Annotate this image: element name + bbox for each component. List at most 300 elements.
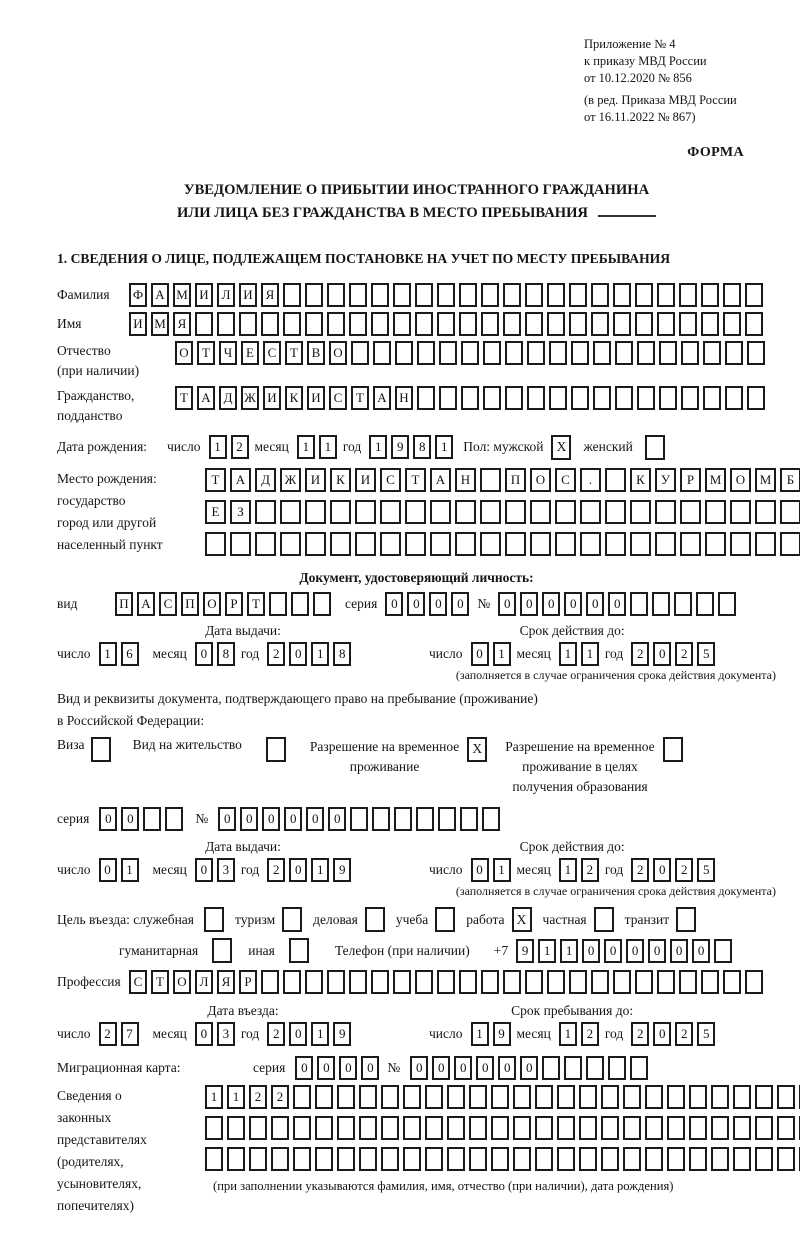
char-cell[interactable] — [657, 970, 675, 994]
char-cell[interactable] — [564, 1056, 582, 1080]
char-cell[interactable] — [730, 500, 751, 524]
char-cell[interactable] — [777, 1147, 795, 1171]
char-cell[interactable] — [280, 500, 301, 524]
residence-permit-checkbox[interactable] — [266, 737, 286, 762]
char-cell[interactable] — [469, 1116, 487, 1140]
char-cell[interactable]: 0 — [295, 1056, 313, 1080]
char-cell[interactable] — [605, 468, 626, 492]
char-cell[interactable] — [681, 386, 699, 410]
char-cell[interactable] — [657, 312, 675, 336]
char-cell[interactable] — [305, 970, 323, 994]
char-cell[interactable] — [703, 386, 721, 410]
char-cell[interactable] — [535, 1116, 553, 1140]
char-cell[interactable]: Т — [197, 341, 215, 365]
purpose-other-checkbox[interactable] — [289, 938, 309, 963]
char-cell[interactable] — [755, 1085, 773, 1109]
char-cell[interactable] — [315, 1147, 333, 1171]
char-cell[interactable] — [513, 1147, 531, 1171]
char-cell[interactable] — [630, 500, 651, 524]
char-cell[interactable] — [249, 1116, 267, 1140]
char-cell[interactable]: 5 — [697, 642, 715, 666]
char-cell[interactable] — [637, 341, 655, 365]
char-cell[interactable] — [505, 532, 526, 556]
char-cell[interactable]: П — [115, 592, 133, 616]
char-cell[interactable] — [657, 283, 675, 307]
char-cell[interactable] — [549, 386, 567, 410]
char-cell[interactable]: 2 — [631, 858, 649, 882]
char-cell[interactable]: 0 — [451, 592, 469, 616]
char-cell[interactable] — [143, 807, 161, 831]
char-cell[interactable] — [605, 500, 626, 524]
char-cell[interactable] — [349, 970, 367, 994]
char-cell[interactable] — [461, 386, 479, 410]
char-cell[interactable] — [327, 970, 345, 994]
char-cell[interactable] — [359, 1147, 377, 1171]
char-cell[interactable] — [579, 1147, 597, 1171]
char-cell[interactable] — [205, 1116, 223, 1140]
char-cell[interactable] — [239, 312, 257, 336]
char-cell[interactable]: О — [173, 970, 191, 994]
purpose-humanitarian-checkbox[interactable] — [212, 938, 232, 963]
char-cell[interactable]: 0 — [454, 1056, 472, 1080]
char-cell[interactable] — [645, 1085, 663, 1109]
char-cell[interactable] — [569, 970, 587, 994]
char-cell[interactable]: 1 — [493, 642, 511, 666]
char-cell[interactable] — [460, 807, 478, 831]
char-cell[interactable] — [417, 386, 435, 410]
char-cell[interactable] — [271, 1147, 289, 1171]
char-cell[interactable] — [447, 1116, 465, 1140]
char-cell[interactable] — [745, 283, 763, 307]
char-cell[interactable] — [645, 1147, 663, 1171]
char-cell[interactable] — [405, 532, 426, 556]
char-cell[interactable] — [601, 1147, 619, 1171]
char-cell[interactable]: 0 — [582, 939, 600, 963]
char-cell[interactable]: С — [263, 341, 281, 365]
char-cell[interactable]: 0 — [289, 642, 307, 666]
char-cell[interactable]: 0 — [284, 807, 302, 831]
char-cell[interactable] — [525, 970, 543, 994]
char-cell[interactable] — [461, 341, 479, 365]
char-cell[interactable] — [613, 283, 631, 307]
char-cell[interactable] — [571, 341, 589, 365]
char-cell[interactable] — [705, 532, 726, 556]
char-cell[interactable]: 2 — [631, 1022, 649, 1046]
char-cell[interactable]: 2 — [631, 642, 649, 666]
char-cell[interactable]: 7 — [121, 1022, 139, 1046]
visa-checkbox[interactable] — [91, 737, 111, 762]
char-cell[interactable]: 2 — [99, 1022, 117, 1046]
char-cell[interactable] — [655, 500, 676, 524]
char-cell[interactable] — [701, 312, 719, 336]
char-cell[interactable] — [395, 341, 413, 365]
char-cell[interactable] — [261, 312, 279, 336]
char-cell[interactable]: Т — [247, 592, 265, 616]
char-cell[interactable] — [415, 283, 433, 307]
char-cell[interactable] — [269, 592, 287, 616]
char-cell[interactable] — [579, 1116, 597, 1140]
purpose-tourism-checkbox[interactable] — [282, 907, 302, 932]
char-cell[interactable] — [755, 500, 776, 524]
char-cell[interactable] — [667, 1085, 685, 1109]
char-cell[interactable] — [227, 1116, 245, 1140]
char-cell[interactable]: К — [630, 468, 651, 492]
char-cell[interactable] — [723, 283, 741, 307]
char-cell[interactable] — [315, 1116, 333, 1140]
char-cell[interactable]: 0 — [195, 1022, 213, 1046]
char-cell[interactable] — [350, 807, 368, 831]
char-cell[interactable]: Р — [225, 592, 243, 616]
char-cell[interactable] — [439, 386, 457, 410]
char-cell[interactable] — [714, 939, 732, 963]
char-cell[interactable] — [315, 1085, 333, 1109]
char-cell[interactable]: 0 — [542, 592, 560, 616]
char-cell[interactable]: С — [329, 386, 347, 410]
char-cell[interactable] — [525, 283, 543, 307]
char-cell[interactable] — [747, 386, 765, 410]
char-cell[interactable] — [430, 532, 451, 556]
char-cell[interactable] — [593, 386, 611, 410]
char-cell[interactable]: М — [755, 468, 776, 492]
char-cell[interactable]: З — [230, 500, 251, 524]
char-cell[interactable]: 0 — [410, 1056, 428, 1080]
char-cell[interactable] — [733, 1085, 751, 1109]
char-cell[interactable]: Б — [780, 468, 800, 492]
char-cell[interactable]: 1 — [227, 1085, 245, 1109]
char-cell[interactable]: 8 — [333, 642, 351, 666]
char-cell[interactable]: П — [505, 468, 526, 492]
char-cell[interactable] — [630, 1056, 648, 1080]
char-cell[interactable] — [217, 312, 235, 336]
char-cell[interactable] — [403, 1085, 421, 1109]
char-cell[interactable] — [447, 1085, 465, 1109]
char-cell[interactable] — [674, 592, 692, 616]
char-cell[interactable] — [605, 532, 626, 556]
char-cell[interactable]: 9 — [516, 939, 534, 963]
char-cell[interactable] — [547, 970, 565, 994]
char-cell[interactable] — [491, 1147, 509, 1171]
char-cell[interactable] — [725, 341, 743, 365]
char-cell[interactable]: Я — [173, 312, 191, 336]
char-cell[interactable] — [380, 500, 401, 524]
char-cell[interactable] — [615, 341, 633, 365]
char-cell[interactable]: 3 — [217, 1022, 235, 1046]
char-cell[interactable]: 1 — [319, 435, 337, 459]
char-cell[interactable]: 1 — [205, 1085, 223, 1109]
char-cell[interactable] — [327, 312, 345, 336]
char-cell[interactable]: 0 — [520, 592, 538, 616]
char-cell[interactable]: 0 — [339, 1056, 357, 1080]
char-cell[interactable] — [417, 341, 435, 365]
char-cell[interactable] — [283, 970, 301, 994]
char-cell[interactable]: 8 — [413, 435, 431, 459]
char-cell[interactable]: 0 — [564, 592, 582, 616]
char-cell[interactable]: 1 — [560, 939, 578, 963]
purpose-official-checkbox[interactable] — [204, 907, 224, 932]
char-cell[interactable] — [555, 500, 576, 524]
char-cell[interactable]: 2 — [231, 435, 249, 459]
char-cell[interactable] — [547, 283, 565, 307]
char-cell[interactable] — [569, 312, 587, 336]
char-cell[interactable] — [305, 532, 326, 556]
char-cell[interactable] — [291, 592, 309, 616]
char-cell[interactable] — [580, 500, 601, 524]
char-cell[interactable] — [439, 341, 457, 365]
char-cell[interactable] — [780, 500, 800, 524]
char-cell[interactable]: 1 — [493, 858, 511, 882]
char-cell[interactable] — [580, 532, 601, 556]
char-cell[interactable] — [755, 532, 776, 556]
char-cell[interactable]: 1 — [311, 1022, 329, 1046]
char-cell[interactable] — [280, 532, 301, 556]
char-cell[interactable] — [780, 532, 800, 556]
char-cell[interactable] — [430, 500, 451, 524]
char-cell[interactable]: 0 — [471, 642, 489, 666]
char-cell[interactable] — [455, 532, 476, 556]
char-cell[interactable]: 0 — [692, 939, 710, 963]
char-cell[interactable]: 1 — [209, 435, 227, 459]
char-cell[interactable] — [733, 1147, 751, 1171]
char-cell[interactable] — [480, 500, 501, 524]
char-cell[interactable] — [305, 283, 323, 307]
char-cell[interactable] — [679, 312, 697, 336]
char-cell[interactable]: У — [655, 468, 676, 492]
char-cell[interactable]: 0 — [289, 1022, 307, 1046]
char-cell[interactable]: А — [373, 386, 391, 410]
char-cell[interactable] — [680, 500, 701, 524]
char-cell[interactable]: 0 — [498, 592, 516, 616]
purpose-transit-checkbox[interactable] — [676, 907, 696, 932]
char-cell[interactable] — [601, 1116, 619, 1140]
char-cell[interactable]: О — [530, 468, 551, 492]
char-cell[interactable] — [655, 532, 676, 556]
char-cell[interactable]: 0 — [608, 592, 626, 616]
char-cell[interactable]: 1 — [559, 858, 577, 882]
char-cell[interactable] — [755, 1147, 773, 1171]
char-cell[interactable]: 0 — [653, 642, 671, 666]
char-cell[interactable] — [608, 1056, 626, 1080]
char-cell[interactable]: О — [203, 592, 221, 616]
char-cell[interactable]: 2 — [675, 1022, 693, 1046]
char-cell[interactable] — [723, 970, 741, 994]
char-cell[interactable] — [337, 1116, 355, 1140]
char-cell[interactable] — [711, 1085, 729, 1109]
char-cell[interactable] — [381, 1085, 399, 1109]
char-cell[interactable]: Е — [205, 500, 226, 524]
char-cell[interactable] — [723, 312, 741, 336]
char-cell[interactable]: 0 — [361, 1056, 379, 1080]
char-cell[interactable]: 3 — [217, 858, 235, 882]
char-cell[interactable] — [415, 312, 433, 336]
char-cell[interactable] — [255, 500, 276, 524]
char-cell[interactable] — [530, 500, 551, 524]
char-cell[interactable] — [635, 312, 653, 336]
char-cell[interactable] — [505, 341, 523, 365]
char-cell[interactable] — [393, 283, 411, 307]
char-cell[interactable]: 9 — [493, 1022, 511, 1046]
char-cell[interactable] — [330, 532, 351, 556]
char-cell[interactable] — [659, 386, 677, 410]
char-cell[interactable]: 2 — [249, 1085, 267, 1109]
char-cell[interactable]: 2 — [675, 642, 693, 666]
char-cell[interactable] — [635, 970, 653, 994]
char-cell[interactable] — [659, 341, 677, 365]
char-cell[interactable] — [351, 341, 369, 365]
char-cell[interactable] — [549, 341, 567, 365]
char-cell[interactable] — [637, 386, 655, 410]
char-cell[interactable] — [293, 1147, 311, 1171]
char-cell[interactable]: Я — [217, 970, 235, 994]
char-cell[interactable] — [681, 341, 699, 365]
char-cell[interactable] — [359, 1116, 377, 1140]
char-cell[interactable]: М — [173, 283, 191, 307]
char-cell[interactable]: И — [195, 283, 213, 307]
char-cell[interactable] — [482, 807, 500, 831]
char-cell[interactable]: 2 — [267, 642, 285, 666]
char-cell[interactable] — [480, 468, 501, 492]
char-cell[interactable]: А — [430, 468, 451, 492]
char-cell[interactable]: 2 — [581, 858, 599, 882]
char-cell[interactable] — [355, 500, 376, 524]
char-cell[interactable]: А — [197, 386, 215, 410]
char-cell[interactable] — [557, 1147, 575, 1171]
char-cell[interactable]: 2 — [267, 858, 285, 882]
char-cell[interactable] — [349, 283, 367, 307]
char-cell[interactable]: Т — [175, 386, 193, 410]
char-cell[interactable]: Ф — [129, 283, 147, 307]
char-cell[interactable] — [283, 283, 301, 307]
char-cell[interactable]: 6 — [121, 642, 139, 666]
char-cell[interactable]: Л — [195, 970, 213, 994]
char-cell[interactable] — [330, 500, 351, 524]
char-cell[interactable]: Л — [217, 283, 235, 307]
char-cell[interactable]: Ж — [280, 468, 301, 492]
char-cell[interactable]: 1 — [369, 435, 387, 459]
char-cell[interactable] — [447, 1147, 465, 1171]
char-cell[interactable] — [535, 1147, 553, 1171]
char-cell[interactable]: 1 — [471, 1022, 489, 1046]
char-cell[interactable]: 0 — [407, 592, 425, 616]
char-cell[interactable] — [725, 386, 743, 410]
char-cell[interactable] — [416, 807, 434, 831]
char-cell[interactable] — [394, 807, 412, 831]
char-cell[interactable]: . — [580, 468, 601, 492]
char-cell[interactable] — [283, 312, 301, 336]
char-cell[interactable]: 0 — [471, 858, 489, 882]
char-cell[interactable]: Ч — [219, 341, 237, 365]
char-cell[interactable] — [701, 283, 719, 307]
char-cell[interactable]: 2 — [581, 1022, 599, 1046]
char-cell[interactable] — [557, 1085, 575, 1109]
char-cell[interactable] — [381, 1116, 399, 1140]
char-cell[interactable] — [313, 592, 331, 616]
char-cell[interactable]: А — [137, 592, 155, 616]
char-cell[interactable]: И — [263, 386, 281, 410]
char-cell[interactable]: 9 — [391, 435, 409, 459]
char-cell[interactable] — [373, 341, 391, 365]
char-cell[interactable] — [513, 1116, 531, 1140]
char-cell[interactable]: И — [129, 312, 147, 336]
char-cell[interactable] — [718, 592, 736, 616]
char-cell[interactable] — [593, 341, 611, 365]
char-cell[interactable] — [205, 532, 226, 556]
char-cell[interactable]: И — [355, 468, 376, 492]
char-cell[interactable]: 1 — [311, 642, 329, 666]
char-cell[interactable] — [393, 970, 411, 994]
temp-residence-education-checkbox[interactable] — [663, 737, 683, 762]
char-cell[interactable] — [483, 341, 501, 365]
char-cell[interactable] — [547, 312, 565, 336]
char-cell[interactable] — [645, 1116, 663, 1140]
char-cell[interactable] — [586, 1056, 604, 1080]
char-cell[interactable]: 2 — [675, 858, 693, 882]
char-cell[interactable] — [747, 341, 765, 365]
char-cell[interactable] — [535, 1085, 553, 1109]
char-cell[interactable] — [527, 341, 545, 365]
char-cell[interactable] — [425, 1116, 443, 1140]
char-cell[interactable] — [491, 1085, 509, 1109]
char-cell[interactable]: 1 — [297, 435, 315, 459]
char-cell[interactable] — [777, 1116, 795, 1140]
char-cell[interactable]: Р — [680, 468, 701, 492]
char-cell[interactable]: К — [285, 386, 303, 410]
char-cell[interactable] — [355, 532, 376, 556]
char-cell[interactable]: 9 — [333, 1022, 351, 1046]
char-cell[interactable] — [469, 1085, 487, 1109]
char-cell[interactable] — [403, 1147, 421, 1171]
purpose-work-checkbox[interactable]: X — [512, 907, 532, 932]
char-cell[interactable] — [271, 1116, 289, 1140]
char-cell[interactable] — [337, 1147, 355, 1171]
char-cell[interactable]: П — [181, 592, 199, 616]
char-cell[interactable] — [195, 312, 213, 336]
char-cell[interactable]: 5 — [697, 1022, 715, 1046]
char-cell[interactable]: Н — [395, 386, 413, 410]
char-cell[interactable]: 0 — [586, 592, 604, 616]
char-cell[interactable]: М — [705, 468, 726, 492]
char-cell[interactable] — [745, 970, 763, 994]
char-cell[interactable]: 1 — [538, 939, 556, 963]
char-cell[interactable]: А — [230, 468, 251, 492]
char-cell[interactable] — [503, 312, 521, 336]
char-cell[interactable] — [745, 312, 763, 336]
char-cell[interactable] — [481, 312, 499, 336]
char-cell[interactable] — [635, 283, 653, 307]
char-cell[interactable] — [680, 532, 701, 556]
char-cell[interactable] — [227, 1147, 245, 1171]
char-cell[interactable] — [591, 970, 609, 994]
char-cell[interactable]: 0 — [385, 592, 403, 616]
char-cell[interactable] — [591, 283, 609, 307]
char-cell[interactable]: И — [307, 386, 325, 410]
char-cell[interactable] — [569, 283, 587, 307]
purpose-private-checkbox[interactable] — [594, 907, 614, 932]
char-cell[interactable] — [613, 312, 631, 336]
char-cell[interactable] — [542, 1056, 560, 1080]
char-cell[interactable] — [530, 532, 551, 556]
char-cell[interactable]: 2 — [271, 1085, 289, 1109]
char-cell[interactable]: 8 — [217, 642, 235, 666]
char-cell[interactable]: 9 — [333, 858, 351, 882]
char-cell[interactable] — [505, 386, 523, 410]
char-cell[interactable]: 0 — [670, 939, 688, 963]
char-cell[interactable]: Т — [151, 970, 169, 994]
char-cell[interactable] — [733, 1116, 751, 1140]
char-cell[interactable]: Я — [261, 283, 279, 307]
char-cell[interactable]: С — [159, 592, 177, 616]
char-cell[interactable] — [503, 970, 521, 994]
char-cell[interactable]: 0 — [317, 1056, 335, 1080]
